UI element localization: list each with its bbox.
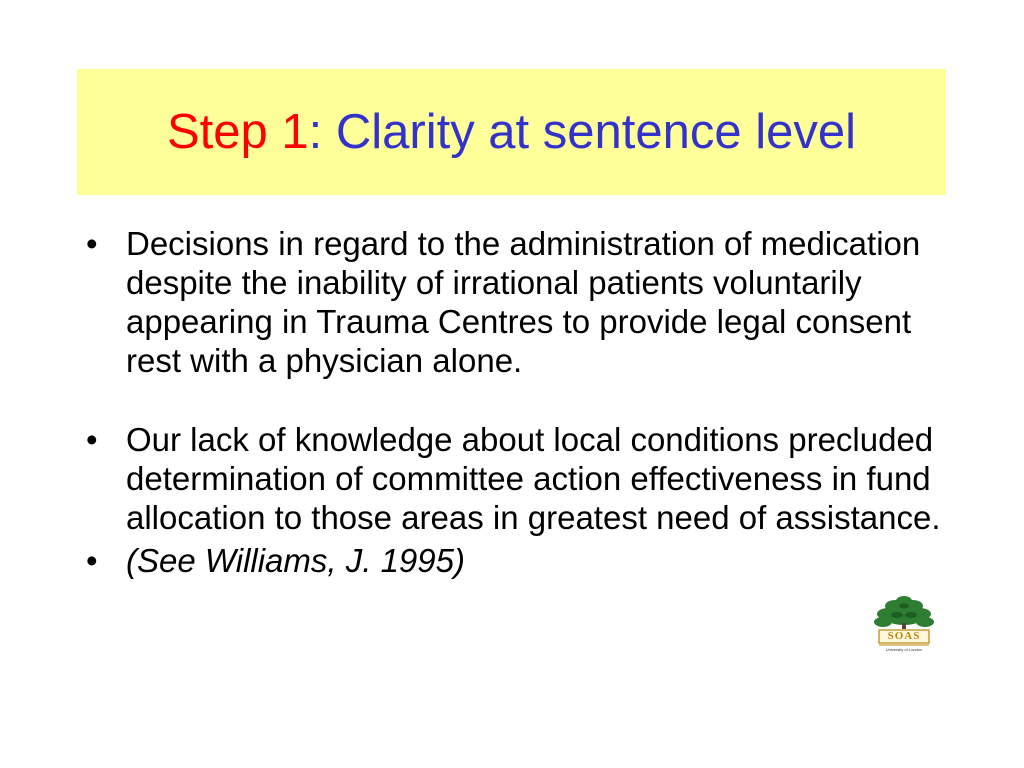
bullet-dot: • — [86, 225, 98, 262]
title-rest: Clarity at sentence level — [322, 104, 857, 159]
title-step: Step 1 — [166, 104, 309, 159]
bullet-item-citation — [86, 541, 956, 580]
bullet-text: Our lack of knowledge about local conditions precluded determination of committee action effectiveness in fund allocation to those areas in greatest need of assistance. — [126, 421, 941, 536]
bullet-list — [86, 224, 956, 580]
bullet-item — [86, 420, 956, 537]
logo-text: SOAS — [887, 630, 921, 642]
soas-logo — [873, 594, 935, 658]
citation-text: (See Williams, J. 1995) — [126, 542, 465, 579]
bullet-item — [86, 224, 956, 380]
bullet-dot: • — [86, 542, 98, 579]
bullet-dot: • — [86, 421, 98, 458]
logo-subtext: University of London — [885, 647, 923, 652]
slide-title — [166, 104, 857, 159]
title-box — [77, 69, 946, 195]
title-colon: : — [308, 104, 323, 159]
bullet-text: Decisions in regard to the administration of medication despite the inability of irrational patients voluntarily appearing in Trauma Centres to provide legal consent rest with a physician alone. — [126, 225, 921, 379]
